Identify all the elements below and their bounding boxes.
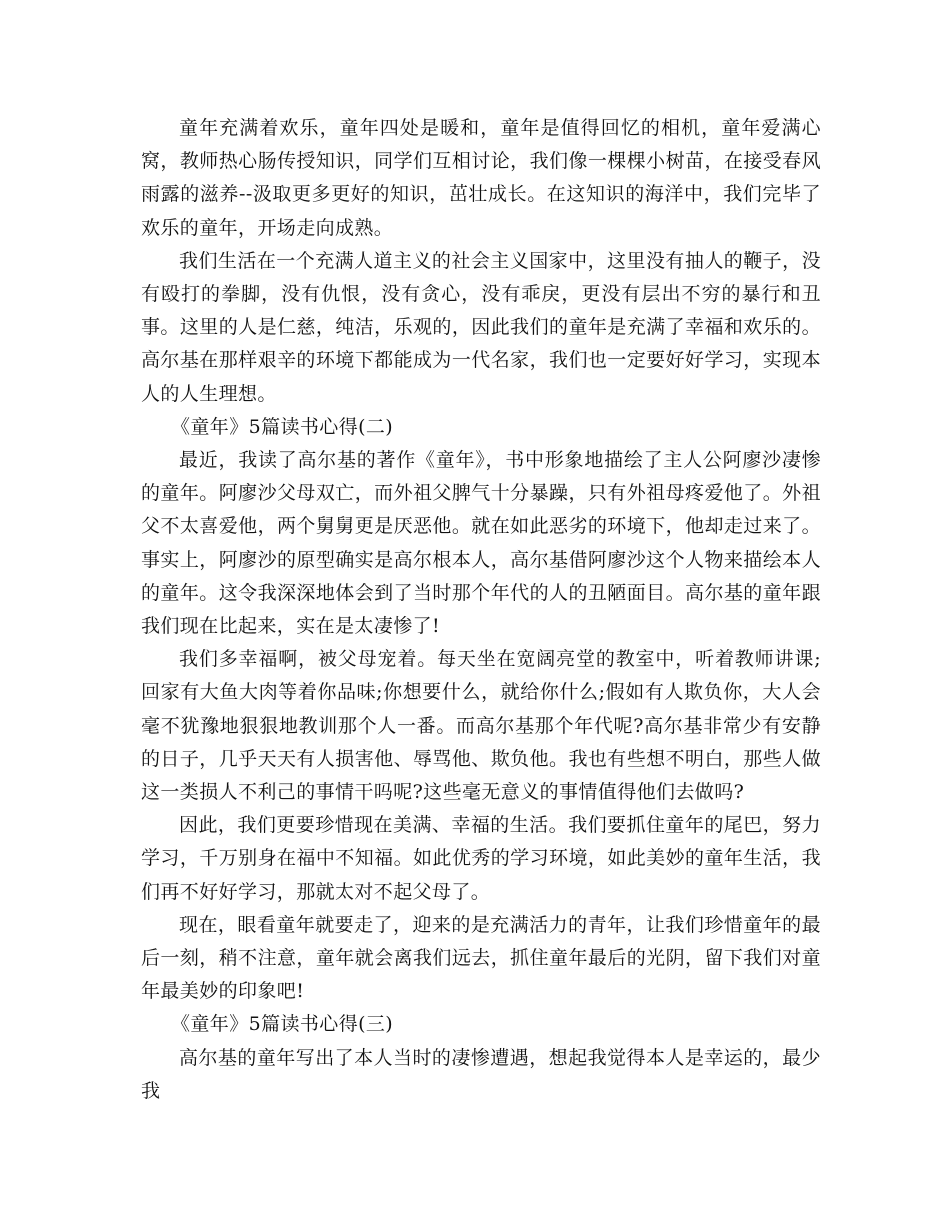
document-page bbox=[141, 112, 821, 1108]
paragraph-5: 因此，我们更要珍惜现在美满、幸福的生活。我们要抓住童年的尾巴，努力学习，千万别身在福中不知福。如此优秀的学习环境，如此美妙的童年生活，我们再不好好学习，那就太对不起父母了。 bbox=[141, 814, 821, 903]
paragraph-1: 童年充满着欢乐，童年四处是暖和，童年是值得回忆的相机，童年爱满心窝，教师热心肠传授知识，同学们互相讨论，我们像一棵棵小树苗，在接受春风雨露的滋养--汲取更多更好的知识，茁壮成长。在这知识的海洋中，我们完毕了欢乐的童年，开场走向成熟。 bbox=[141, 117, 821, 239]
paragraph-4: 我们多幸福啊，被父母宠着。每天坐在宽阔亮堂的教室中，听着教师讲课;回家有大鱼大肉等着你品味;你想要什么，就给你什么;假如有人欺负你，大人会毫不犹豫地狠狠地教训那个人一番。而高尔基那个年代呢?高尔基非常少有安静的日子，几乎天天有人损害他、辱骂他、欺负他。我也有些想不明白，那些人做这一类损人不利己的事情干吗呢?这些毫无意义的事情值得他们去做吗? bbox=[141, 648, 821, 804]
paragraph-6: 现在，眼看童年就要走了，迎来的是充满活力的青年，让我们珍惜童年的最后一刻，稍不注意，童年就会离我们远去，抓住童年最后的光阴，留下我们对童年最美妙的印象吧! bbox=[141, 913, 821, 1003]
section-heading-3: 《童年》5篇读书心得(三) bbox=[171, 1013, 394, 1036]
paragraph-7: 高尔基的童年写出了本人当时的凄惨遭遇，想起我觉得本人是幸运的，最少我 bbox=[141, 1046, 821, 1102]
paragraph-2: 我们生活在一个充满人道主义的社会主义国家中，这里没有抽人的鞭子，没有殴打的拳脚，没有仇恨，没有贪心，没有乖戾，更没有层出不穷的暴行和丑事。这里的人是仁慈，纯洁，乐观的，因此我们的童年是充满了幸福和欢乐的。高尔基在那样艰辛的环境下都能成为一代名家，我们也一定要好好学习，实现本人的人生理想。 bbox=[141, 249, 821, 405]
paragraph-3: 最近，我读了高尔基的著作《童年》，书中形象地描绘了主人公阿廖沙凄惨的童年。阿廖沙父母双亡，而外祖父脾气十分暴躁，只有外祖母疼爱他了。外祖父不太喜爱他，两个舅舅更是厌恶他。就在如此恶劣的环境下，他却走过来了。事实上，阿廖沙的原型确实是高尔根本人，高尔基借阿廖沙这个人物来描绘本人的童年。这令我深深地体会到了当时那个年代的人的丑陋面目。高尔基的童年跟我们现在比起来，实在是太凄惨了! bbox=[141, 449, 821, 638]
section-heading-2: 《童年》5篇读书心得(二) bbox=[171, 415, 394, 438]
